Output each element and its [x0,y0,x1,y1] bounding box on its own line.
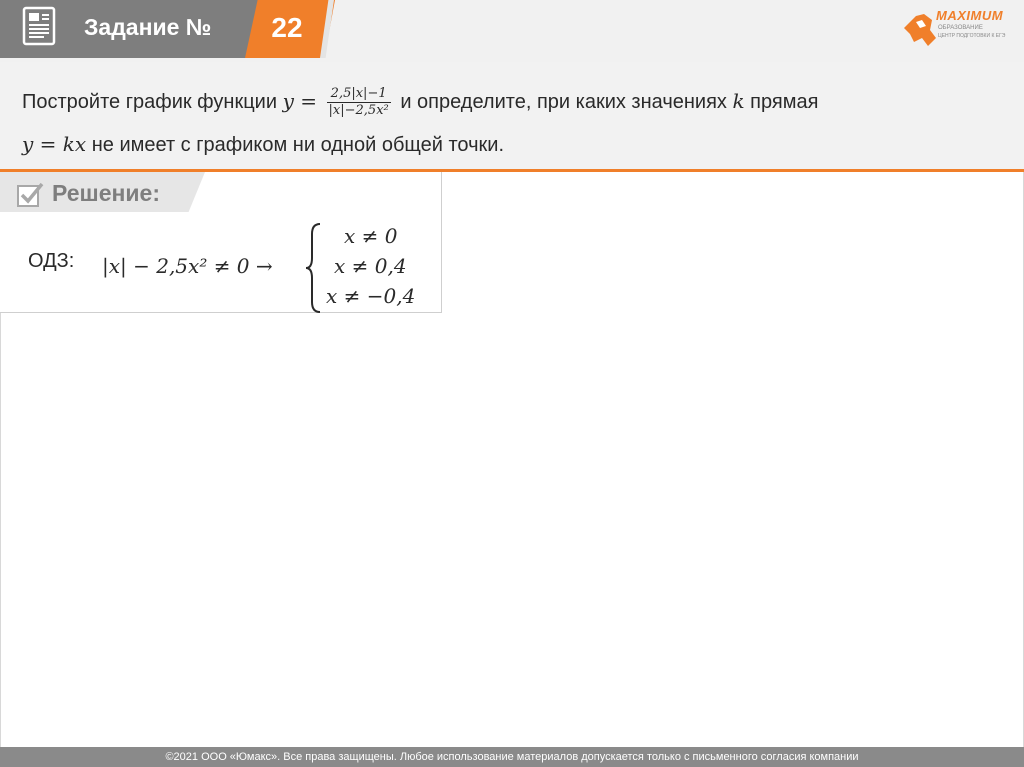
fraction-numerator: 2,5|x|−1 [327,86,391,103]
footer-bar [0,747,1024,767]
system-brace [304,222,324,314]
task-number: 22 [271,12,303,43]
task-title: Задание № [84,14,212,40]
task-text-part4: не имеет с графиком ни одной общей точки. [91,134,505,156]
task-text-part2: и определите, при каких значениях [400,91,727,113]
logo-text: MAXIMUM [936,8,1004,23]
check-icon [16,180,44,208]
system-condition-2: x ≠ 0,4 [334,254,407,278]
task-y-equals: y = [282,89,317,113]
task-statement [22,80,1012,166]
footer-copyright: ©2021 ООО «Юмакс». Все права защищены. Любое использование материалов допускается только с письменного согласия компании [165,751,859,763]
system-condition-3: x ≠ −0,4 [326,284,416,308]
task-fraction [327,86,391,119]
header-bar [0,0,1024,62]
task-line-equation: y = kx [22,132,87,156]
odz-label: ОДЗ: [28,250,75,272]
task-text-part3: прямая [750,91,819,113]
logo-tagline: ЦЕНТР ПОДГОТОВКИ К ЕГЭ [938,33,1006,39]
fraction-denominator: |x|−2,5x² [328,103,389,119]
task-panel [0,62,1024,172]
task-k: k [732,89,745,113]
document-icon [20,6,60,46]
task-text-part1: Постройте график функции [22,91,277,113]
system-condition-1: x ≠ 0 [344,224,398,248]
odz-expression: |x| − 2,5x² ≠ 0 → [102,254,273,278]
solution-panel [0,172,442,313]
logo-subtitle: ОБРАЗОВАНИЕ [938,25,983,31]
solution-title: Решение: [52,180,161,206]
